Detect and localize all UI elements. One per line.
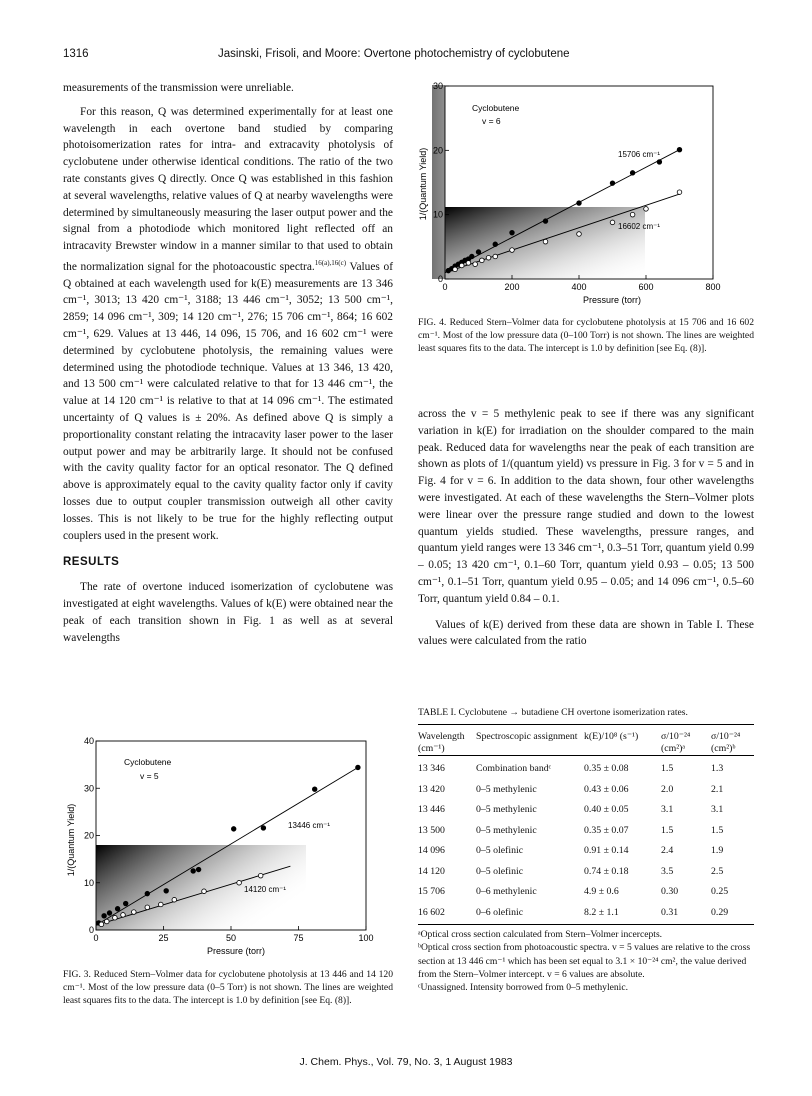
data-point-open	[677, 190, 682, 195]
data-point-filled	[356, 765, 361, 770]
table-footnote: ᶜUnassigned. Intensity borrowed from 0–5 methylenic.	[418, 982, 629, 994]
table-cell: 1.5	[661, 824, 674, 836]
x-tick-label: 25	[158, 933, 169, 943]
table-cell: 2.1	[711, 783, 724, 795]
data-point-open	[132, 910, 137, 915]
table-cell: 13 346	[418, 756, 476, 777]
table-row	[418, 838, 754, 859]
data-point-open	[172, 897, 177, 902]
data-point-filled	[107, 911, 112, 916]
table-cell: 13 500	[418, 824, 445, 836]
x-tick-label: 100	[358, 933, 374, 943]
paragraph: The rate of overtone induced isomerization of cyclobutene was investigated at eight wavelengths. Values of k(E) were obtained near the peak of each transition shown in Fig. 1 as well as at several wavelengths	[63, 581, 393, 644]
table-cell: 1.9	[711, 845, 724, 857]
inset-title: Cyclobutene	[472, 103, 520, 113]
table-cell: 0–6 methylenic	[476, 886, 537, 898]
paragraph: across the v = 5 methylenic peak to see if there was any significant variation in k(E) for irradiation on the shoulder compared to the main peak. Reduced data for wavelengths near the peak of each transition are shown as plots of 1/(quantum yield) vs pressure in Fig. 3 for v = 5 and in Fig. 4 for v = 6. In addition to the data shown, four other wavelengths were investigated. At each of these wavelengths the Stern–Volmer plots were linear over the pressure range studied and down to the lowest quantum yields studied. These wavelengths, pressure ranges, and quantum yield ranges were 13 346 cm⁻¹, 0.3–51 Torr, quantum yield 0.99 – 0.05; 13 420 cm⁻¹, 0.1–60 Torr, quantum yield 0.93 – 0.05; 13 500 cm⁻¹, 0.1–51 Torr, quantum yield 0.95 – 0.05; and 14 096 cm⁻¹, 0.5–60 Torr, quantum yield 0.84 – 0.1.	[418, 408, 755, 605]
table-cell: 2.5	[711, 865, 724, 877]
x-tick-label: 200	[504, 282, 520, 292]
data-point-open	[99, 922, 104, 927]
x-tick-label: 400	[571, 282, 587, 292]
paragraph-text: Values of Q obtained at each wavelength used for k(E) measurements are 13 346 cm⁻¹, 3013; 13 420 cm⁻¹, 3188; 13 446 cm⁻¹, 3052; 13 500 cm⁻¹, 2859; 14 096 cm⁻¹, 309; 14 120 cm⁻¹, 276; 15 706 cm⁻¹, 864; 16 602 cm⁻¹, 629. Values at 13 446, 14 096, 15 706, and 16 602 cm⁻¹ were determined by cyclobutene photolysis, the remaining values were determined using the photodiode technique. Values at 13 346, 13 420, and 13 500 cm⁻¹ were calculated relative to that for 13 446 cm⁻¹, the value at 14 120 cm⁻¹ is relative to that at 14 096 cm⁻¹. The estimated uncertainty of Q values is ± 20%. As defined above Q is simply a proportionality constant relating the intracavity laser power to the laser output power and may be arbitrarily large. It should not be confused with the cavity quality factor for an optical resonator. The Q defined above is approximately equal to the cavity quality factor only if cavity losses due to output coupler transmission outweigh all other cavity losses. This is not likely to be true for the highly reflecting output couplers used in the present work.	[63, 260, 393, 542]
y-axis-label: 1/(Quantum Yield)	[66, 803, 76, 877]
journal-footer: J. Chem. Phys., Vol. 79, No. 3, 1 August 1983	[299, 1056, 513, 1068]
data-point-open	[480, 258, 485, 263]
y-tick-label: 0	[437, 274, 443, 284]
figure-4	[400, 82, 740, 310]
x-tick-label: 75	[293, 933, 304, 943]
inset-title: Cyclobutene	[124, 757, 172, 767]
table-cell: 0.29	[711, 906, 729, 918]
paragraph: Values of k(E) derived from these data are shown in Table I. These values were calculated from the ratio	[418, 618, 754, 648]
caption-text: Reduced Stern–Volmer data for cyclobutene photolysis at 15 706 and 16 602 cm⁻¹. Most of the low pressure data (0–100 Torr) is not shown. The lines are weighted least squares fits to the data. The intercept is 1.0 by definition [see Eq. (8)].	[418, 317, 754, 355]
right-column-text	[418, 406, 754, 650]
data-point-filled	[164, 888, 169, 893]
data-point-filled	[145, 891, 150, 896]
inset-v: v = 6	[482, 116, 501, 126]
table-cell: 13 420	[418, 783, 445, 795]
data-point-open	[543, 239, 548, 244]
table-row	[418, 899, 754, 920]
data-point-open	[159, 902, 164, 907]
table-row	[418, 797, 754, 818]
table-cell: 0.31	[661, 906, 679, 918]
y-tick-label: 20	[432, 145, 443, 156]
data-point-filled	[476, 250, 481, 255]
table-row	[418, 817, 754, 838]
table-cell: 0.74 ± 0.18	[584, 865, 629, 877]
data-point-filled	[115, 906, 120, 911]
table-title-text: Cyclobutene → butadiene CH overtone isomerization rates.	[456, 707, 688, 718]
table-cell: 3.1	[711, 804, 724, 816]
y-tick-label: 40	[83, 736, 94, 746]
data-point-open	[459, 263, 464, 268]
data-point-open	[493, 254, 498, 259]
table-cell: 3.5	[661, 865, 674, 877]
data-point-filled	[196, 867, 201, 872]
x-tick-label: 800	[705, 282, 721, 292]
data-point-open	[466, 261, 471, 266]
series-label-upper: 13446 cm⁻¹	[288, 821, 331, 830]
column-header: Spectroscopic assignment	[476, 731, 578, 743]
table-cell: 15 706	[418, 886, 445, 898]
series-label-upper: 15706 cm⁻¹	[618, 150, 661, 159]
data-point-filled	[231, 827, 236, 832]
table-cell: 0.25	[711, 886, 729, 898]
column-header: σ/10⁻²⁴ (cm²)ᵇ	[711, 731, 741, 755]
data-point-open	[577, 232, 582, 237]
x-tick-label: 50	[225, 933, 237, 943]
table-cell: 0–5 olefinic	[476, 865, 524, 877]
table-cell: 2.4	[661, 845, 674, 857]
caption-text: Reduced Stern–Volmer data for cyclobutene photolysis at 13 446 and 14 120 cm⁻¹. Most of the low pressure data (0–5 Torr) is not shown. The lines are weighted least squares fits to the data. The intercept is 1.0 by definition [see Eq. (8)].	[63, 969, 394, 1007]
table-label: TABLE I.	[418, 707, 457, 718]
data-point-open	[258, 873, 263, 878]
table-cell: 0–5 methylenic	[476, 804, 537, 816]
table-cell: 0.35 ± 0.08	[584, 756, 661, 777]
data-point-open	[113, 915, 118, 920]
table-cell: 1.3	[711, 756, 754, 777]
data-point-filled	[510, 230, 515, 235]
data-point-filled	[610, 181, 615, 186]
y-tick-label: 10	[432, 209, 443, 220]
data-point-open	[121, 913, 126, 918]
results-heading: RESULTS	[63, 556, 120, 569]
table-cell: 1.5	[661, 756, 711, 777]
table-cell: 0.30	[661, 886, 679, 898]
table-footnotes	[418, 928, 754, 995]
paragraph: measurements of the transmission were unreliable.	[63, 82, 294, 94]
data-point-filled	[630, 171, 635, 176]
data-point-filled	[577, 201, 582, 206]
caption-label: FIG. 4.	[418, 317, 447, 328]
scan-shadow	[432, 85, 445, 279]
table-cell: 0.43 ± 0.06	[584, 783, 629, 795]
paragraph-text: For this reason, Q was determined experimentally for at least one wavelength in each overtone band studied by comparing photoisomerization rates for intra- and extracavity photolysis of cyclobutene under otherwise identical conditions. The ratio of the two rate constants gives Q directly. Once Q was established in this fashion at several wavelengths, relative values of Q at nearby wavelengths were determined by simultaneously measuring the laser output power and the signal from a photodiode which monitored light reflected off an intracavity Brewster window in a manner similar to that used to obtain the normalization signal for the photoacoustic spectra.	[63, 105, 393, 273]
table-cell: 2.0	[661, 783, 674, 795]
series-label-lower: 14120 cm⁻¹	[244, 885, 287, 894]
data-point-open	[610, 220, 615, 225]
table-row	[418, 776, 754, 797]
reference-superscript: 16(a),16(c)	[314, 258, 347, 267]
table-row	[418, 879, 754, 900]
x-axis-label: Pressure (torr)	[582, 295, 642, 305]
table-cell: 0.91 ± 0.14	[584, 845, 629, 857]
y-tick-label: 20	[83, 830, 94, 841]
data-point-open	[237, 880, 242, 885]
running-title: Jasinski, Frisoli, and Moore: Overtone photochemistry of cyclobutene	[218, 48, 570, 60]
y-axis-label: 1/(Quantum Yield)	[418, 147, 428, 221]
table-cell: 8.2 ± 1.1	[584, 906, 619, 918]
table-title	[418, 706, 754, 719]
series-label-lower: 16602 cm⁻¹	[618, 222, 661, 231]
data-point-open	[105, 919, 110, 924]
table-cell: 14 096	[418, 845, 445, 857]
table-row	[418, 756, 754, 777]
table-row	[418, 858, 754, 879]
table-cell: Combination bandᶜ	[476, 756, 584, 777]
x-tick-label: 0	[93, 933, 99, 943]
data-point-filled	[261, 826, 266, 831]
data-point-filled	[657, 160, 662, 165]
table-footnote: ᵇOptical cross section from photoacoustic spectra. v = 5 values are relative to the cross section at 13 446 cm⁻¹ which has been set equal to 3.1 × 10⁻²⁴ cm², the value derived from the Stern–Volmer intercept. v = 6 values are absolute.	[418, 942, 751, 980]
x-tick-label: 0	[442, 282, 448, 292]
table-cell: 0–5 olefinic	[476, 845, 524, 857]
data-point-open	[145, 905, 150, 910]
figure-3-caption	[63, 968, 393, 1008]
table-cell: 13 446	[418, 804, 445, 816]
page-number: 1316	[63, 48, 89, 60]
x-axis-label: Pressure (torr)	[206, 946, 266, 956]
left-column-top	[63, 80, 393, 646]
table-footnote: ᵃOptical cross section calculated from Stern–Volmer incercepts.	[418, 928, 663, 940]
column-header: Wavelength (cm⁻¹)	[418, 731, 465, 755]
paragraph	[63, 104, 393, 545]
table-cell: 0.40 ± 0.05	[584, 804, 629, 816]
y-tick-label: 30	[432, 82, 443, 91]
table-1	[418, 706, 754, 995]
table-cell: 0.35 ± 0.07	[584, 824, 629, 836]
data-point-filled	[191, 869, 196, 874]
table-cell: 3.1	[661, 804, 674, 816]
data-point-filled	[312, 787, 317, 792]
data-point-open	[510, 248, 515, 253]
table-cell: 14 120	[418, 865, 445, 877]
figure-3	[56, 730, 386, 960]
data-point-open	[630, 212, 635, 217]
data-point-open	[473, 262, 478, 267]
caption-label: FIG. 3.	[63, 969, 91, 980]
data-point-filled	[470, 254, 475, 259]
data-point-open	[202, 889, 207, 894]
data-point-filled	[493, 242, 498, 247]
y-tick-label: 0	[88, 925, 94, 935]
data-point-filled	[543, 219, 548, 224]
table-cell: 1.5	[711, 824, 724, 836]
table-cell: 0–5 methylenic	[476, 783, 537, 795]
column-header: k(E)/10⁸ (s⁻¹)	[584, 731, 639, 743]
table-cell: 0–6 olefinic	[476, 906, 524, 918]
data-point-filled	[123, 901, 128, 906]
data-point-open	[453, 267, 458, 272]
data-point-filled	[677, 147, 682, 152]
table-cell: 0–5 methylenic	[476, 824, 537, 836]
data-table	[418, 725, 754, 920]
x-tick-label: 600	[638, 282, 654, 292]
table-cell: 16 602	[418, 906, 445, 918]
y-tick-label: 10	[83, 877, 94, 888]
table-rule	[418, 924, 754, 925]
column-header: σ/10⁻²⁴ (cm²)ᵃ	[661, 731, 691, 755]
inset-v: v = 5	[140, 771, 159, 781]
data-point-open	[644, 207, 649, 212]
table-cell: 4.9 ± 0.6	[584, 886, 619, 898]
y-tick-label: 30	[83, 783, 94, 794]
figure-4-caption	[418, 316, 754, 356]
data-point-filled	[102, 914, 107, 919]
data-point-open	[486, 255, 491, 260]
